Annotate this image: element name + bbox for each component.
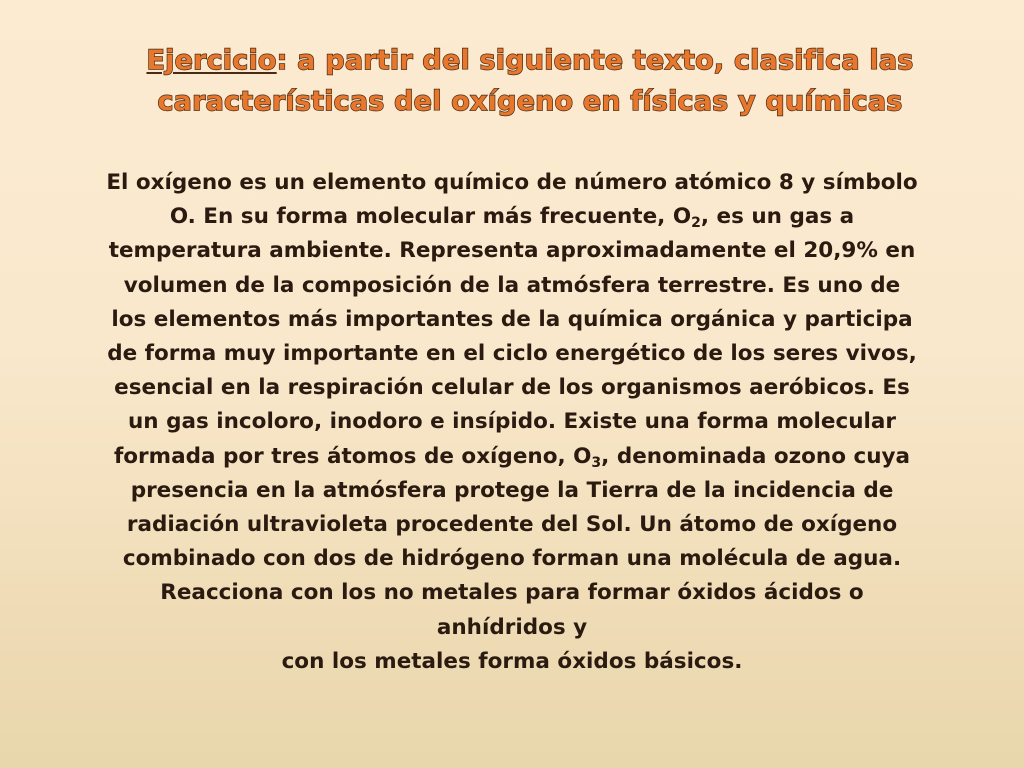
body-line: combinado con dos de hidrógeno forman una molécula de agua.	[122, 546, 902, 572]
subscript: 3	[591, 454, 602, 471]
title-line-1	[146, 45, 913, 76]
body-line: temperatura ambiente. Representa aproximadamente el 20,9% en	[108, 238, 916, 264]
body-line: esencial en la respiración celular de los organismos aeróbicos. Es	[114, 375, 910, 401]
body-line	[38, 440, 986, 474]
body-line: volumen de la composición de la atmósfera terrestre. Es uno de	[123, 272, 901, 298]
body-line: Reacciona con los no metales para formar óxidos ácidos o	[160, 580, 864, 606]
body-line-text: , denominada ozono cuya	[601, 443, 911, 469]
subscript: 2	[691, 215, 701, 232]
body-line: un gas incoloro, inodoro e insípido. Existe una forma molecular	[127, 409, 897, 435]
slide-title	[60, 40, 1000, 122]
body-line-text: , es un gas a	[700, 204, 855, 230]
body-line-text: O. En su forma molecular más frecuente, O	[169, 204, 692, 230]
body-paragraph	[38, 166, 986, 679]
body-line: El oxígeno es un elemento químico de número atómico 8 y símbolo	[106, 170, 918, 195]
body-line: presencia en la atmósfera protege la Tierra de la incidencia de	[130, 477, 894, 503]
title-line-2: características del oxígeno en físicas y químicas	[157, 86, 903, 117]
title-line-1-rest: : a partir del siguiente texto, clasifica las	[276, 45, 914, 76]
body-line: anhídridos y	[436, 614, 588, 640]
title-keyword: Ejercicio	[146, 45, 277, 76]
body-line-text: formada por tres átomos de oxígeno, O	[113, 443, 592, 469]
body-line: con los metales forma óxidos básicos.	[281, 648, 743, 674]
body-line	[38, 200, 986, 234]
body-line: de forma muy importante en el ciclo energético de los seres vivos,	[107, 341, 917, 367]
body-line: radiación ultravioleta procedente del Sol. Un átomo de oxígeno	[126, 512, 898, 538]
body-line: los elementos más importantes de la química orgánica y participa	[111, 306, 913, 332]
